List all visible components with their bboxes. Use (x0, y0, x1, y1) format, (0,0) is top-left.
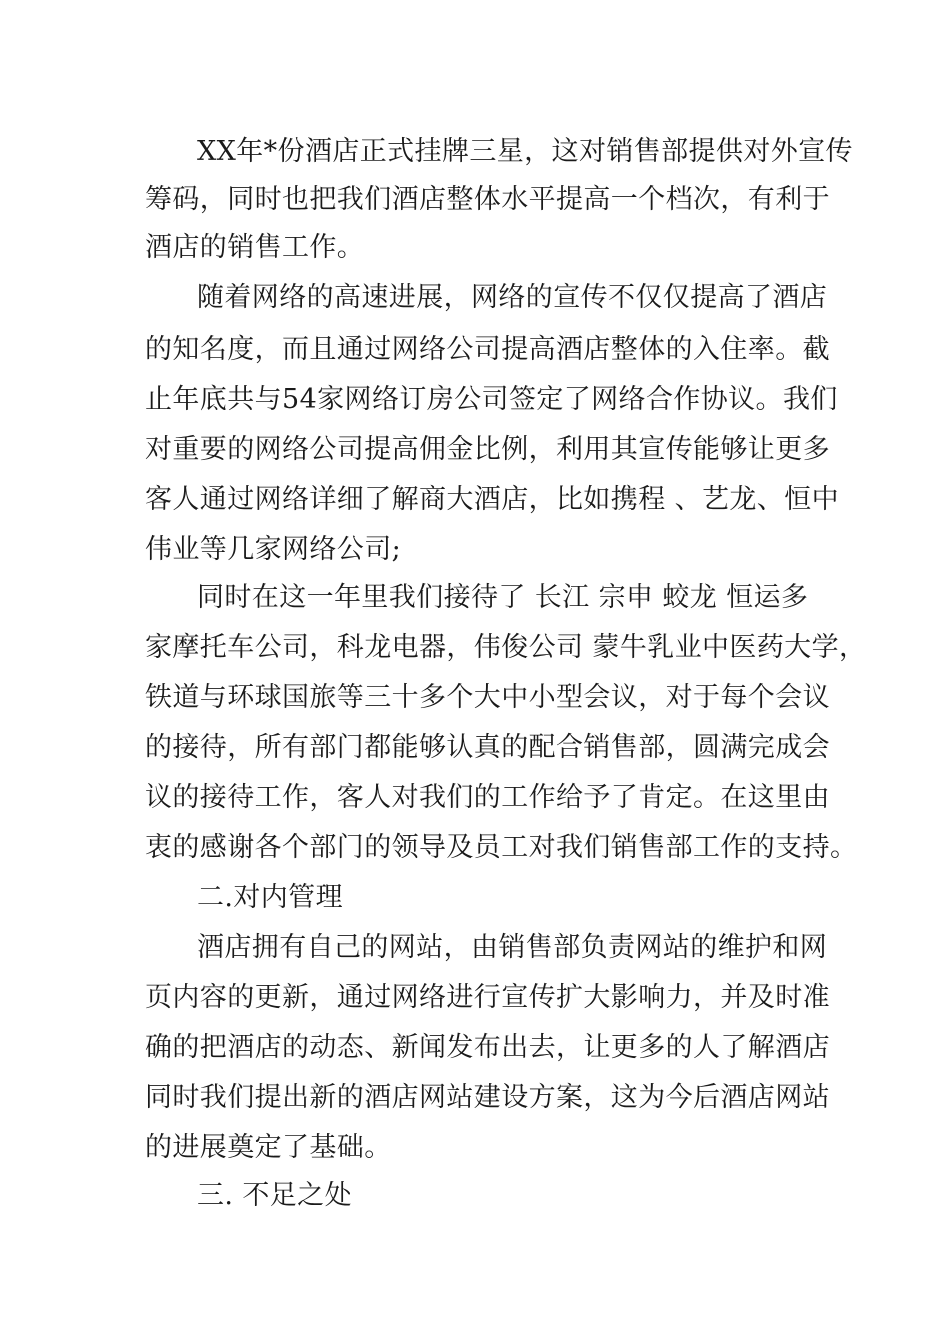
paragraph-3-line-6: 衷的感谢各个部门的领导及员工对我们销售部工作的支持。 (145, 832, 858, 863)
section-heading-shortcomings: 三. 不足之处 (197, 1180, 352, 1211)
paragraph-4-line-4: 同时我们提出新的酒店网站建设方案，这为今后酒店网站 (145, 1082, 830, 1113)
paragraph-3-line-2: 家摩托车公司，科龙电器，伟俊公司 蒙牛乳业中医药大学， (145, 632, 867, 663)
paragraph-1-line-3: 酒店的销售工作。 (145, 232, 365, 263)
paragraph-4-line-5: 的进展奠定了基础。 (145, 1132, 392, 1163)
paragraph-3-line-5: 议的接待工作，客人对我们的工作给予了肯定。在这里由 (145, 782, 830, 813)
paragraph-3-line-4: 的接待，所有部门都能够认真的配合销售部，圆满完成会 (145, 732, 830, 763)
paragraph-2-line-5: 客人通过网络详细了解商大酒店，比如携程 、艺龙、恒中 (145, 484, 839, 515)
paragraph-2-line-6: 伟业等几家网络公司; (145, 534, 402, 565)
paragraph-3-line-3: 铁道与环球国旅等三十多个大中小型会议，对于每个会议 (145, 682, 830, 713)
paragraph-1-line-1: XX年*份酒店正式挂牌三星，这对销售部提供对外宣传 (197, 136, 853, 167)
paragraph-2-line-4: 对重要的网络公司提高佣金比例，利用其宣传能够让更多 (145, 434, 830, 465)
paragraph-4-line-2: 页内容的更新，通过网络进行宣传扩大影响力，并及时准 (145, 982, 830, 1013)
paragraph-2-line-3: 止年底共与54家网络订房公司签定了网络合作协议。我们 (145, 384, 838, 415)
paragraph-3-line-1: 同时在这一年里我们接待了 长江 宗申 蛟龙 恒运多 (197, 582, 809, 613)
paragraph-1-line-2: 筹码，同时也把我们酒店整体水平提高一个档次，有利于 (145, 184, 830, 215)
section-heading-internal-management: 二.对内管理 (197, 882, 343, 913)
paragraph-2-line-1: 随着网络的高速进展，网络的宣传不仅仅提高了酒店 (197, 282, 828, 313)
paragraph-4-line-3: 确的把酒店的动态、新闻发布出去，让更多的人了解酒店 (145, 1032, 830, 1063)
paragraph-2-line-2: 的知名度，而且通过网络公司提高酒店整体的入住率。截 (145, 334, 830, 365)
paragraph-4-line-1: 酒店拥有自己的网站，由销售部负责网站的维护和网 (197, 932, 828, 963)
